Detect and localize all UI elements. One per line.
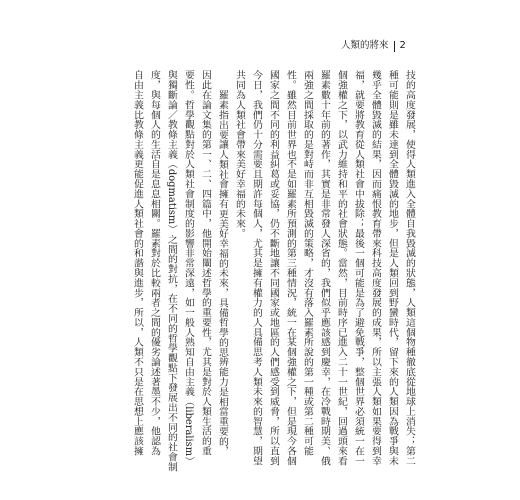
text-column: 自由主義比教條主義更能促進人類社會的和諧與進步，所以，人類不只是在思想上應該擁	[132, 70, 143, 456]
text-column: 個強權之下，以武力維持和平的社會狀態。當然，目前時序已進入二十一世紀，回過頭來看	[336, 70, 347, 466]
text-column: 國家之間不同的利益糾葛或妥協，仍不斷地讓不同國家或地區的人們感受到威脅，所以直到	[268, 70, 279, 466]
text-column: 與獨斷論／教條主義（dogmatism）之間的對抗，在不同的哲學觀點下發展出不同的社會制	[166, 70, 177, 472]
text-column: 度，與每個人的生活自是息息相關。羅素對於比較兩者之間的優劣論述著墨不少，他認為	[149, 70, 160, 456]
text-column: 種可能則是雖未達到全體毀滅的地步，但是人類回到野蠻時代，留下來的人類因為戰爭與未	[387, 70, 398, 466]
text-column: 技的高度發展，使得人類進入全體自我毀滅的狀態，人類這個物種徹底從地球上消失；第二	[404, 70, 415, 466]
page-number: 2	[399, 40, 406, 51]
text-column: 今日，我們仍十分需要且期許每個人，尤其是擁有權力的人具備思考人類未來的智慧，期望	[251, 70, 262, 466]
text-column: 兩強之間採取的是對峙而非互相毀滅的策略，才沒有落入羅素所說的第一種或第二種可能	[302, 70, 313, 456]
text-column: 福，就要將教育從人類社會中拔除；最後一個可能是為了避免戰爭，整個世界必須統一在一	[353, 70, 364, 466]
text-column: 性。雖然目前世界也不是如羅素所預測的第三種情況，統一在某個強權之下，但是現今各個	[285, 70, 296, 466]
text-column: 因此在論文集的第一、二、四篇中，他開始闡述哲學的重要性，尤其是對於人類生活的重	[200, 70, 211, 456]
paragraph-start-column: 羅素指出要讓人類社會擁有更美好幸福的未來，具備哲學的思辨能力是相當重要的，	[217, 89, 228, 456]
text-column: 要性。哲學觀點對於人類社會制度的影響非常深遠，如一般人熟知自由主義（liberalism）	[183, 70, 194, 466]
chapter-title: 人類的將來	[341, 40, 389, 51]
body-text	[129, 70, 418, 470]
text-column: 幾乎全體毀滅的結果，因而痛恨教育帶來科技高度發展的成果，所以主張人類如果要得到幸	[370, 70, 381, 466]
header-divider	[394, 41, 395, 52]
text-column: 羅素數十年前的著作，其實是非常發人深省的，我們似乎應該感到慶幸，在冷戰時期美、俄	[319, 70, 330, 466]
text-column: 共同為人類社會帶來美好幸福的未來。	[234, 70, 245, 239]
running-header	[341, 39, 406, 53]
